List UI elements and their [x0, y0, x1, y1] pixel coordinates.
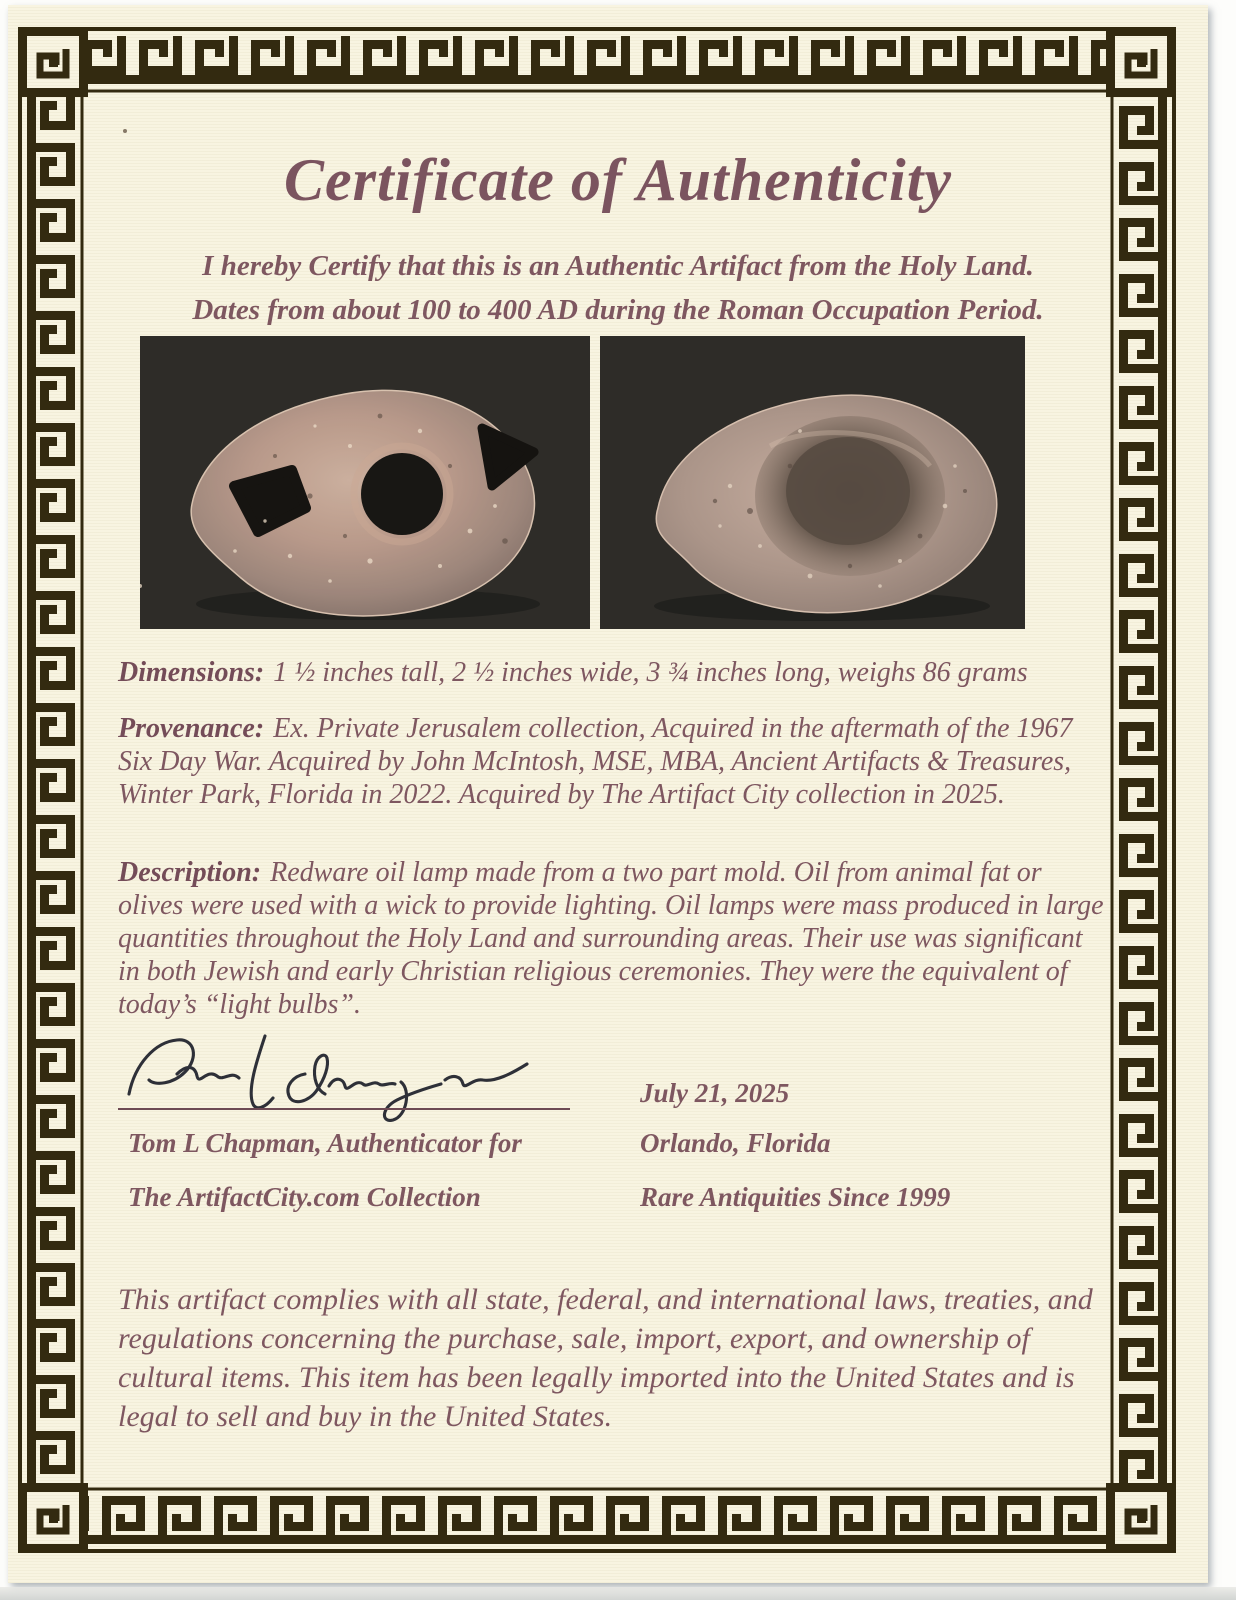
dating-statement: Dates from about 100 to 400 AD during the Roman Occupation Period. [192, 294, 1044, 326]
certify-statement: I hereby Certify that this is an Authentic Artifact from the Holy Land. [202, 250, 1034, 282]
provenance-text: Ex. Private Jerusalem collection, Acquired in the aftermath of the 1967 Six Day War. Acquired by John McIntosh, MSE, MBA, Ancient Artifacts & Treasures, Winter Park, Florida in 2022. Acquired by The Artifact City collection in 2025. [118, 713, 1073, 810]
signing-location: Orlando, Florida [640, 1128, 831, 1158]
company-tagline: Rare Antiquities Since 1999 [640, 1182, 951, 1212]
artifact-photo-bottom-view [600, 336, 1025, 629]
provenance-label: Provenance: [118, 713, 265, 744]
description-label: Description: [118, 857, 262, 888]
collection-name: The ArtifactCity.com Collection [128, 1182, 481, 1212]
description-paragraph [118, 856, 1110, 1021]
dimensions-text: 1 ½ inches tall, 2 ½ inches wide, 3 ¾ inches long, weighs 86 grams [273, 657, 1028, 688]
certificate-title: Certificate of Authenticity [283, 147, 953, 213]
authenticator-name: Tom L Chapman, Authenticator for [128, 1128, 522, 1158]
description-text: Redware oil lamp made from a two part mold. Oil from animal fat or olives were used with a wick to provide lighting. Oil lamps were mass produced in large quantities throughout the Holy Land and surrounding areas. Their use was significant in both Jewish and early Christian religious ceremonies. They were the equivalent of today’s “light bulbs”. [118, 857, 1104, 1020]
scan-speck [123, 129, 127, 133]
artifact-photo-top-view [140, 336, 590, 629]
dimensions-label: Dimensions: [118, 657, 265, 688]
scanner-edge-shadow [0, 1587, 1236, 1600]
legal-compliance-text: This artifact complies with all state, federal, and international laws, treaties, and regulations concerning the purchase, sale, import, export, and ownership of cultural items. This item has been legally imported into the United States and is legal to sell and buy in the United States. [118, 1283, 1093, 1433]
provenance-paragraph [118, 712, 1110, 811]
dimensions-line [118, 656, 1178, 689]
signature-line [118, 1108, 570, 1110]
signature-scrawl [115, 1022, 560, 1122]
signing-date: July 21, 2025 [640, 1078, 790, 1108]
